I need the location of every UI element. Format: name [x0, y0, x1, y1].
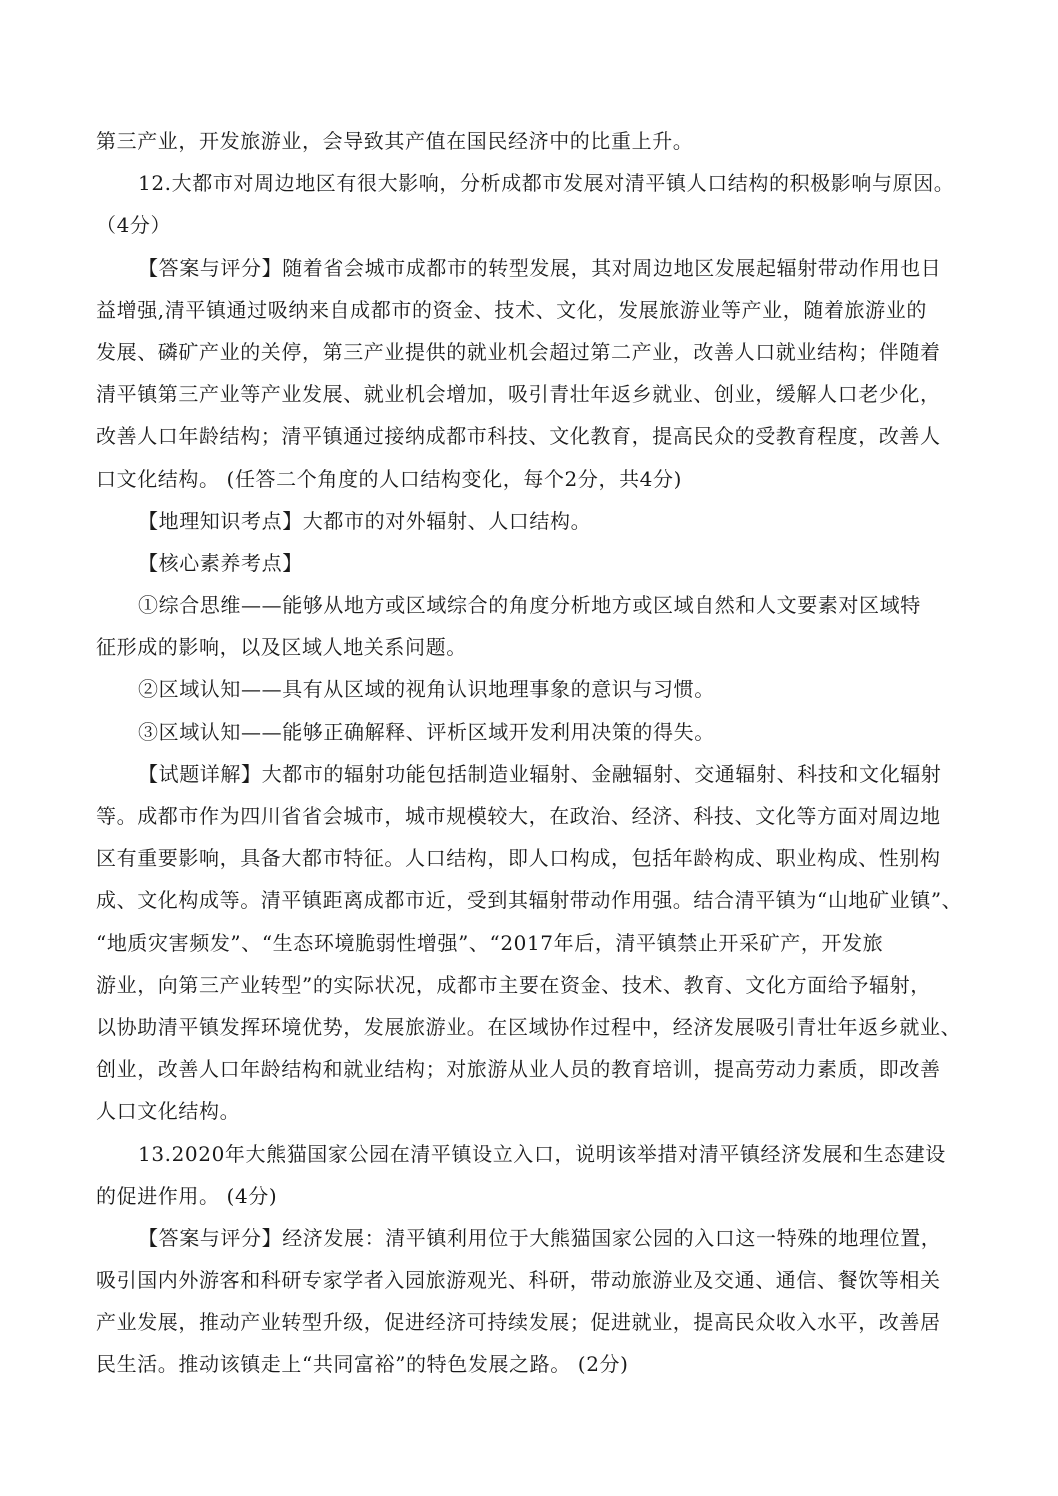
text-line: ③区域认知——能够正确解释、评析区域开发利用决策的得失。 [138, 719, 715, 744]
text-line: 民生活。推动该镇走上“共同富裕”的特色发展之路。 (2分) [96, 1352, 629, 1377]
text-line: （4分） [96, 213, 172, 238]
text-line: 区有重要影响，具备大都市特征。人口结构，即人口构成，包括年龄构成、职业构成、性别构 [96, 846, 941, 871]
text-line: 口文化结构。 (任答二个角度的人口结构变化，每个2分，共4分) [96, 466, 683, 491]
text-line: “地质灾害频发”、“生态环境脆弱性增强”、“2017年后，清平镇禁止开采矿产，开发旅 [96, 930, 884, 955]
text-line: 【答案与评分】经济发展：清平镇利用位于大熊猫国家公园的入口这一特殊的地理位置， [138, 1225, 942, 1250]
text-line: 创业，改善人口年龄结构和就业结构；对旅游从业人员的教育培训，提高劳动力素质，即改善 [96, 1057, 941, 1082]
text-line: ①综合思维——能够从地方或区域综合的角度分析地方或区域自然和人文要素对区域特 [138, 593, 921, 618]
text-line: 的促进作用。 (4分) [96, 1183, 278, 1208]
text-line: 清平镇第三产业等产业发展、就业机会增加，吸引青壮年返乡就业、创业，缓解人口老少化， [96, 382, 941, 407]
text-line: 益增强,清平镇通过吸纳来自成都市的资金、技术、文化，发展旅游业等产业，随着旅游业的 [96, 297, 927, 322]
text-line: 【答案与评分】随着省会城市成都市的转型发展，其对周边地区发展起辐射带动作用也日 [138, 255, 942, 280]
text-line: 人口文化结构。 [96, 1099, 241, 1124]
text-line: 第三产业，开发旅游业，会导致其产值在国民经济中的比重上升。 [96, 129, 694, 153]
text-line: 发展、磷矿产业的关停，第三产业提供的就业机会超过第二产业，改善人口就业结构；伴随着 [96, 339, 941, 364]
text-line: 征形成的影响，以及区域人地关系问题。 [96, 635, 467, 660]
text-line: 改善人口年龄结构；清平镇通过接纳成都市科技、文化教育，提高民众的受教育程度，改善人 [96, 424, 941, 449]
text-line: 12.大都市对周边地区有很大影响，分析成都市发展对清平镇人口结构的积极影响与原因。 [138, 171, 955, 196]
document-page [96, 120, 966, 1386]
text-line: 成、文化构成等。清平镇距离成都市近，受到其辐射带动作用强。结合清平镇为“山地矿业镇”、 [96, 888, 963, 913]
text-line: 产业发展，推动产业转型升级，促进经济可持续发展；促进就业，提高民众收入水平，改善居 [96, 1310, 941, 1335]
text-line: 13.2020年大熊猫国家公园在清平镇设立入口，说明该举措对清平镇经济发展和生态建设 [138, 1141, 946, 1166]
text-line: ②区域认知——具有从区域的视角认识地理事象的意识与习惯。 [138, 677, 715, 702]
text-line: 【试题详解】大都市的辐射功能包括制造业辐射、金融辐射、交通辐射、科技和文化辐射 [138, 761, 942, 786]
text-line: 等。成都市作为四川省省会城市，城市规模较大，在政治、经济、科技、文化等方面对周边地 [96, 804, 941, 828]
text-line: 【核心素养考点】 [138, 550, 303, 575]
text-line: 以协助清平镇发挥环境优势，发展旅游业。在区域协作过程中，经济发展吸引青壮年返乡就业、 [96, 1014, 962, 1039]
text-line: 游业，向第三产业转型”的实际状况，成都市主要在资金、技术、教育、文化方面给予辐射， [96, 972, 931, 997]
text-line: 吸引国内外游客和科研专家学者入园旅游观光、科研，带动旅游业及交通、通信、餐饮等相关 [96, 1268, 941, 1293]
text-line: 【地理知识考点】大都市的对外辐射、人口结构。 [138, 508, 592, 533]
